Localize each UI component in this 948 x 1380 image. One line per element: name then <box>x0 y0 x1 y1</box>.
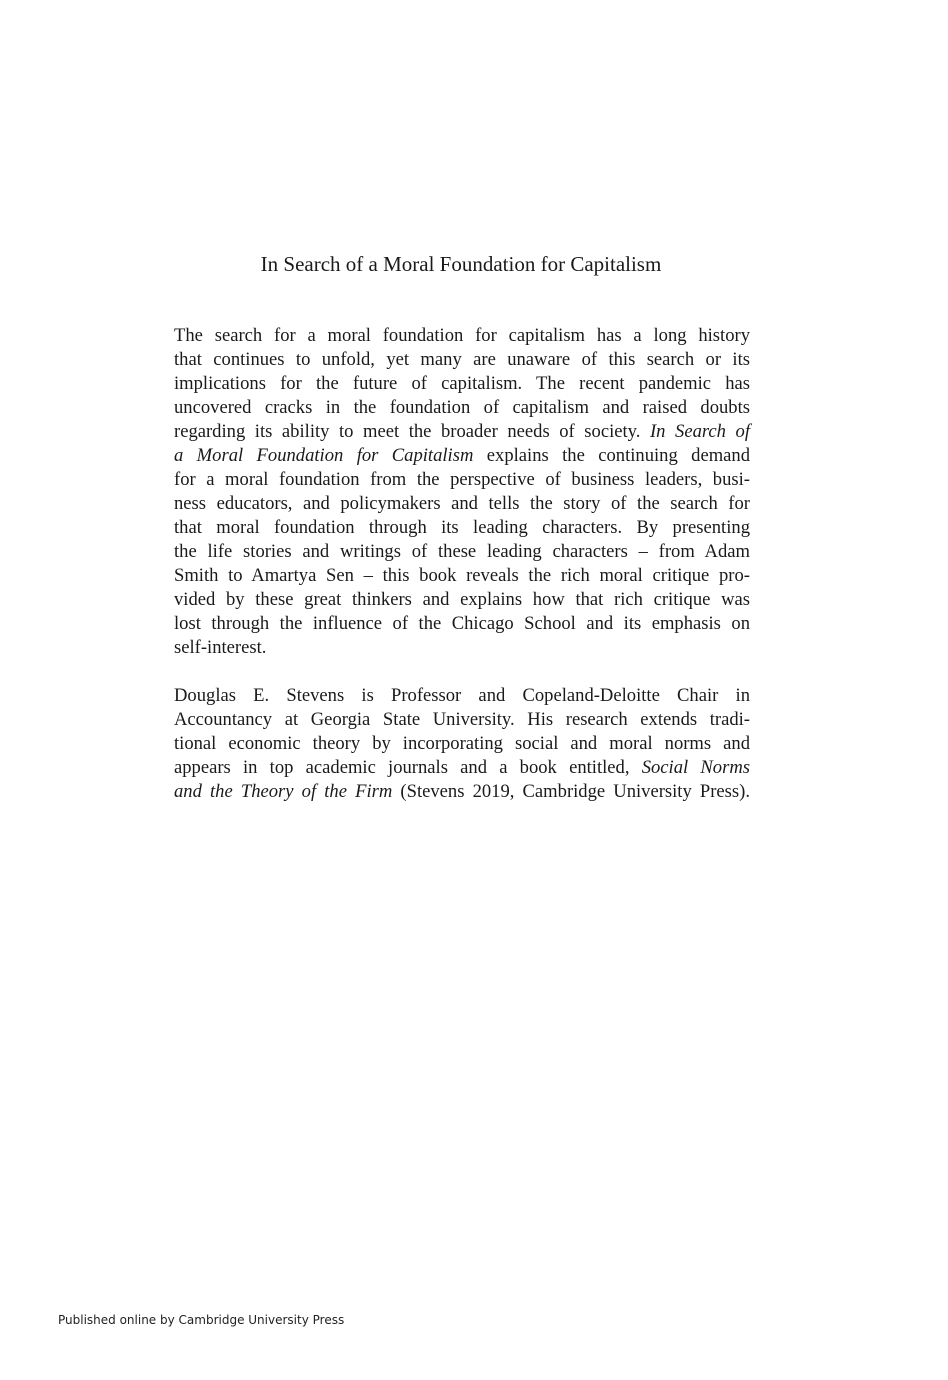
text-line: lost through the influence of the Chicago School and its emphasis on <box>174 613 750 634</box>
text-line: for a moral foundation from the perspective of business leaders, busi- <box>174 469 750 490</box>
author-bio-paragraph <box>174 684 750 804</box>
text-segment: appears in top academic journals and a book entitled, <box>174 757 642 778</box>
text-line: Accountancy at Georgia State University. His research extends tradi- <box>174 709 750 730</box>
book-title-italic: Social Norms <box>641 757 750 778</box>
page-title: In Search of a Moral Foundation for Capitalism <box>260 252 662 276</box>
text-line <box>174 780 750 804</box>
text-line: uncovered cracks in the foundation of capitalism and raised doubts <box>174 397 750 418</box>
text-line: that moral foundation through its leading characters. By presenting <box>174 517 750 538</box>
text-segment: explains the continuing demand <box>473 445 751 466</box>
text-line <box>174 444 750 468</box>
text-line: that continues to unfold, yet many are unaware of this search or its <box>174 349 750 370</box>
text-line: tional economic theory by incorporating social and moral norms and <box>174 733 750 754</box>
text-line <box>174 756 750 780</box>
text-line: vided by these great thinkers and explains how that rich critique was <box>174 589 750 610</box>
text-line: Smith to Amartya Sen – this book reveals the rich moral critique pro- <box>174 565 750 586</box>
book-title-italic: In Search of <box>649 421 750 442</box>
book-title-italic: and the Theory of the Firm <box>174 781 393 802</box>
publication-footer: Published online by Cambridge University Press <box>58 1313 345 1327</box>
text-segment: regarding its ability to meet the broader needs of society. <box>174 421 650 442</box>
text-line: ness educators, and policymakers and tells the story of the search for <box>174 493 750 514</box>
book-description-paragraph <box>174 324 750 660</box>
book-title-italic: a Moral Foundation for Capitalism <box>174 445 474 466</box>
text-line: Douglas E. Stevens is Professor and Copeland-Deloitte Chair in <box>174 685 750 706</box>
text-segment: (Stevens 2019, Cambridge University Press). <box>392 781 750 802</box>
text-line: self-interest. <box>174 637 267 658</box>
text-line: implications for the future of capitalism. The recent pandemic has <box>174 373 750 394</box>
text-line: the life stories and writings of these leading characters – from Adam <box>174 541 750 562</box>
text-line: The search for a moral foundation for capitalism has a long history <box>174 325 750 346</box>
text-line <box>174 420 750 444</box>
